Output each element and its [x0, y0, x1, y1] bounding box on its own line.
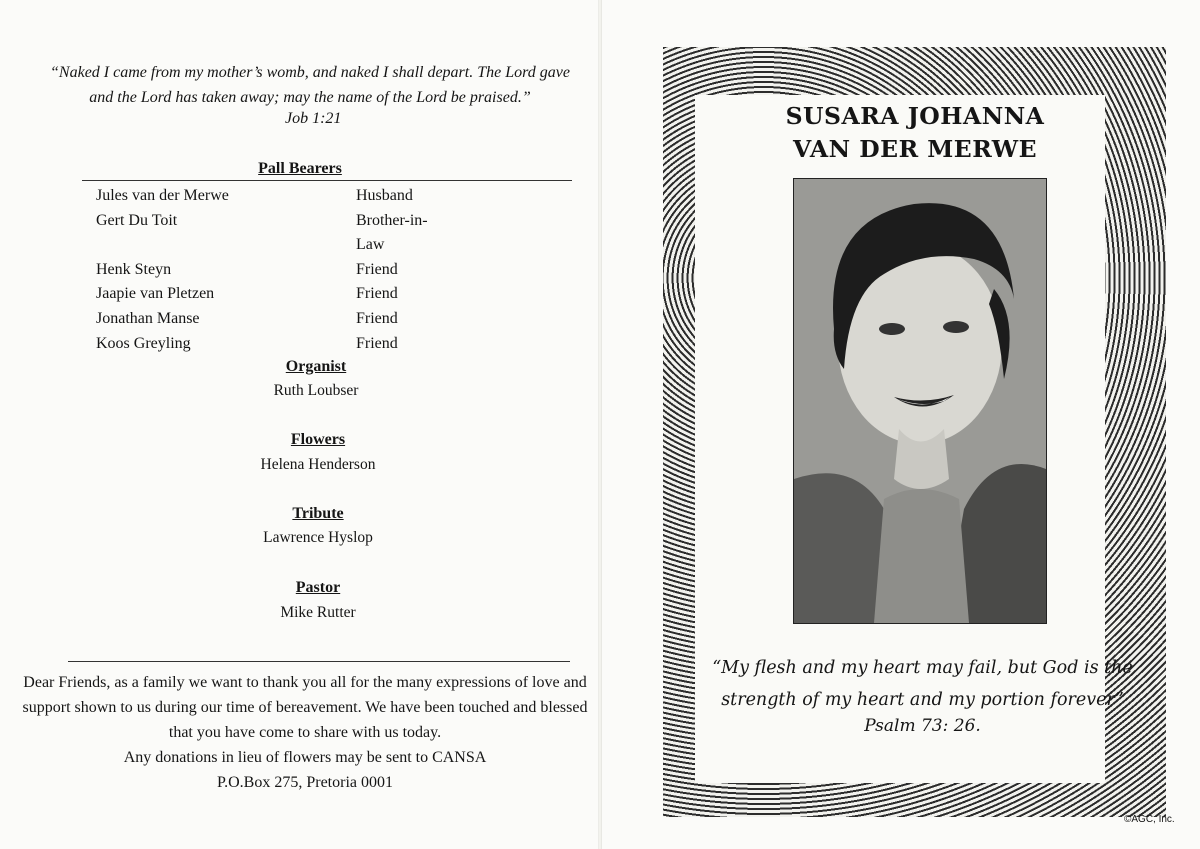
pall-bearer-row [96, 258, 456, 283]
pall-bearer-row [96, 184, 456, 209]
pall-bearer-relation: Friend [356, 260, 398, 278]
organist-heading: Organist [285, 358, 347, 375]
portrait-photo [793, 178, 1047, 624]
pall-bearer-name: Jonathan Manse [96, 309, 200, 327]
pall-bearer-name: Koos Greyling [96, 334, 191, 352]
pall-bearer-relation: Brother-in-Law [355, 211, 428, 254]
tribute-name: Lawrence Hyslop [263, 529, 373, 546]
donations-text: Any donations in lieu of flowers may be sent to CANSA [123, 749, 487, 766]
donations-address: P.O.Box 275, Pretoria 0001 [217, 774, 393, 791]
pall-bearer-relation: Friend [356, 334, 398, 352]
pall-bearers-list [96, 184, 456, 356]
pastor-name: Mike Rutter [280, 604, 356, 621]
tribute-heading: Tribute [292, 505, 344, 522]
pall-bearer-relation: Friend [356, 285, 398, 303]
portrait-illustration [794, 179, 1046, 623]
deceased-name-line2: VAN DER MERWE [792, 135, 1038, 163]
divider-bottom [68, 661, 570, 662]
deceased-name-line1: SUSARA JOHANNA [785, 102, 1045, 130]
pall-bearer-relation: Husband [356, 187, 413, 204]
deceased-name [695, 100, 1135, 166]
opening-quote-reference: Job 1:21 [285, 110, 342, 127]
pall-bearer-name: Jules van der Merwe [96, 187, 229, 204]
pall-bearer-name: Henk Steyn [96, 260, 172, 278]
thank-you-message [20, 670, 590, 795]
flowers-heading: Flowers [290, 431, 346, 448]
pall-bearer-relation: Friend [356, 309, 398, 327]
divider-top [82, 180, 572, 181]
opening-quote: “Naked I came from my mother’s womb, and naked I shall depart. The Lord gave and the Lord has taken away; may the name of the Lord be praised.” [50, 64, 570, 106]
pall-bearer-row [96, 332, 456, 357]
thank-you-text: Dear Friends, as a family we want to thank you all for the many expressions of love and support shown to us during our time of bereavement. We have been touched and blessed that you have come to share with us today. [22, 674, 588, 741]
pastor-heading: Pastor [295, 579, 341, 596]
pall-bearer-row [96, 282, 456, 307]
pall-bearer-name: Gert Du Toit [96, 211, 178, 229]
pall-bearer-name: Jaapie van Pletzen [96, 285, 215, 303]
memorial-verse: “My flesh and my heart may fail, but God is the strength of my heart and my portion forever” [712, 658, 1133, 710]
memorial-verse-reference: Psalm 73: 26. [864, 716, 981, 736]
pall-bearer-row [96, 307, 456, 332]
flowers-name: Helena Henderson [260, 456, 376, 473]
pall-bearer-row [96, 209, 456, 258]
copyright-notice: ©AGC, Inc. [1124, 814, 1175, 825]
pall-bearers-heading: Pall Bearers [258, 160, 342, 177]
organist-name: Ruth Loubser [273, 382, 359, 399]
